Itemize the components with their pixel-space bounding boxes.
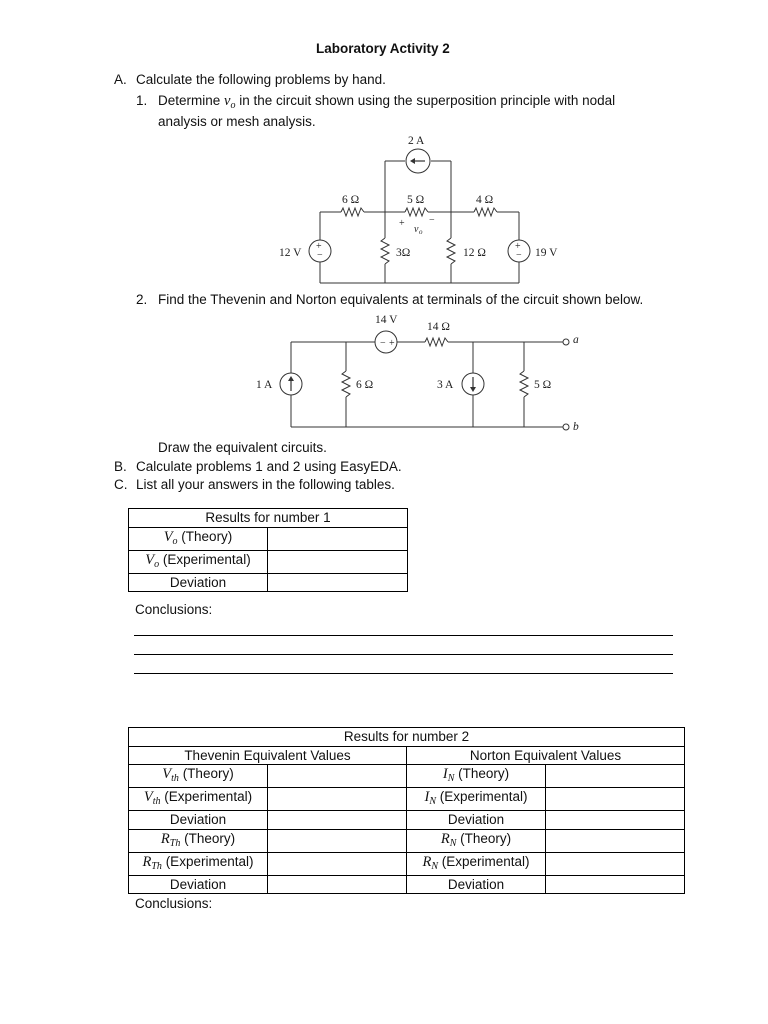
thevenin-label: $V_{th}$ (Experimental) [129, 788, 268, 811]
section-c-text: List all your answers in the following tables. [136, 477, 395, 492]
table-row [129, 765, 685, 788]
norton-label: $R_N$ (Theory) [407, 829, 546, 852]
section-c-marker: C. [114, 477, 128, 492]
c2-resistor-6: 6 Ω [356, 379, 374, 391]
thevenin-value-cell[interactable] [268, 875, 407, 894]
c1-vo-plus: + [399, 218, 405, 229]
thevenin-label: $R_{Th}$ (Theory) [129, 829, 268, 852]
conclusions-2-label: Conclusions: [135, 896, 213, 911]
c2-source-3a: 3 A [437, 379, 454, 391]
thevenin-column-header: Thevenin Equivalent Values [129, 746, 407, 765]
table-row [129, 550, 408, 573]
norton-value-cell[interactable] [546, 765, 685, 788]
norton-label: Deviation [407, 875, 546, 894]
c1-resistor-5: 5 Ω [407, 194, 425, 206]
c1-resistor-4: 4 Ω [476, 194, 494, 206]
norton-value-cell[interactable] [546, 811, 685, 830]
c1-12v-plus: + [316, 241, 322, 252]
thevenin-label: $R_{Th}$ (Experimental) [129, 852, 268, 875]
problem-1-var: v [224, 93, 231, 109]
c2-src-plus: + [389, 338, 395, 349]
draw-instruction: Draw the equivalent circuits. [158, 440, 327, 455]
table-row [129, 527, 408, 550]
problem-2-marker: 2. [136, 292, 148, 307]
table-row [129, 875, 685, 894]
c1-source-12v: 12 V [279, 247, 302, 259]
c2-terminal-a: a [573, 334, 579, 346]
circuit-1-diagram [0, 0, 768, 300]
c2-resistor-5: 5 Ω [534, 379, 552, 391]
conclusions-1-label: Conclusions: [135, 602, 213, 617]
norton-value-cell[interactable] [546, 852, 685, 875]
results-table-1 [128, 508, 408, 592]
thevenin-value-cell[interactable] [268, 852, 407, 875]
c1-source-19v: 19 V [535, 247, 558, 259]
c1-vo-label: v [414, 224, 419, 235]
c1-resistor-12: 12 Ω [463, 247, 486, 259]
problem-1-var-sub: o [230, 100, 236, 111]
problem-2-text: Find the Thevenin and Norton equivalents at terminals of the circuit shown below. [158, 292, 644, 307]
table-1-label: $V_o$ (Theory) [129, 527, 268, 550]
table-row [129, 811, 685, 830]
table-1-value-cell[interactable] [268, 573, 408, 592]
c1-19v-minus: − [516, 250, 522, 261]
norton-label: Deviation [407, 811, 546, 830]
table-1-value-cell[interactable] [268, 527, 408, 550]
section-b-text: Calculate problems 1 and 2 using EasyEDA. [136, 459, 402, 474]
norton-value-cell[interactable] [546, 788, 685, 811]
conclusion-line[interactable] [134, 654, 673, 655]
norton-label: $I_N$ (Experimental) [407, 788, 546, 811]
thevenin-value-cell[interactable] [268, 765, 407, 788]
thevenin-label: Deviation [129, 875, 268, 894]
c1-19v-plus: + [515, 241, 521, 252]
section-b-marker: B. [114, 459, 127, 474]
circuit-2-diagram [0, 300, 768, 440]
problem-1-marker: 1. [136, 93, 148, 108]
c2-src-minus: − [380, 338, 386, 349]
c2-source-1a: 1 A [256, 379, 273, 391]
page-title: Laboratory Activity 2 [316, 41, 450, 56]
thevenin-label: $V_{th}$ (Theory) [129, 765, 268, 788]
table-1-header: Results for number 1 [129, 509, 408, 528]
c1-12v-minus: − [317, 250, 323, 261]
c1-resistor-6: 6 Ω [342, 194, 360, 206]
conclusion-line[interactable] [134, 673, 673, 674]
problem-1-line-2: analysis or mesh analysis. [158, 114, 316, 129]
conclusion-line[interactable] [134, 635, 673, 636]
table-1-value-cell[interactable] [268, 550, 408, 573]
norton-value-cell[interactable] [546, 875, 685, 894]
table-2-header: Results for number 2 [129, 728, 685, 747]
c2-resistor-14: 14 Ω [427, 321, 450, 333]
c1-vo-minus: − [429, 215, 435, 226]
results-table-2 [128, 727, 685, 894]
c2-source-14v: 14 V [375, 314, 398, 326]
table-row [129, 788, 685, 811]
table-row [129, 573, 408, 592]
c2-terminal-b: b [573, 421, 579, 433]
problem-1-pre: Determine [158, 93, 225, 108]
thevenin-value-cell[interactable] [268, 788, 407, 811]
thevenin-label: Deviation [129, 811, 268, 830]
c1-resistor-3: 3Ω [396, 247, 411, 259]
table-1-label: Deviation [129, 573, 268, 592]
norton-label: $R_N$ (Experimental) [407, 852, 546, 875]
thevenin-value-cell[interactable] [268, 811, 407, 830]
norton-value-cell[interactable] [546, 829, 685, 852]
norton-column-header: Norton Equivalent Values [407, 746, 685, 765]
section-a-text: Calculate the following problems by hand. [136, 72, 386, 87]
problem-1-post: in the circuit shown using the superposition principle with nodal [235, 93, 616, 108]
table-row [129, 852, 685, 875]
thevenin-value-cell[interactable] [268, 829, 407, 852]
norton-label: $I_N$ (Theory) [407, 765, 546, 788]
table-row [129, 829, 685, 852]
table-1-label: $V_o$ (Experimental) [129, 550, 268, 573]
c1-source-2a: 2 A [408, 135, 425, 147]
section-a-marker: A. [114, 72, 127, 87]
c1-vo-sub: o [419, 228, 423, 236]
